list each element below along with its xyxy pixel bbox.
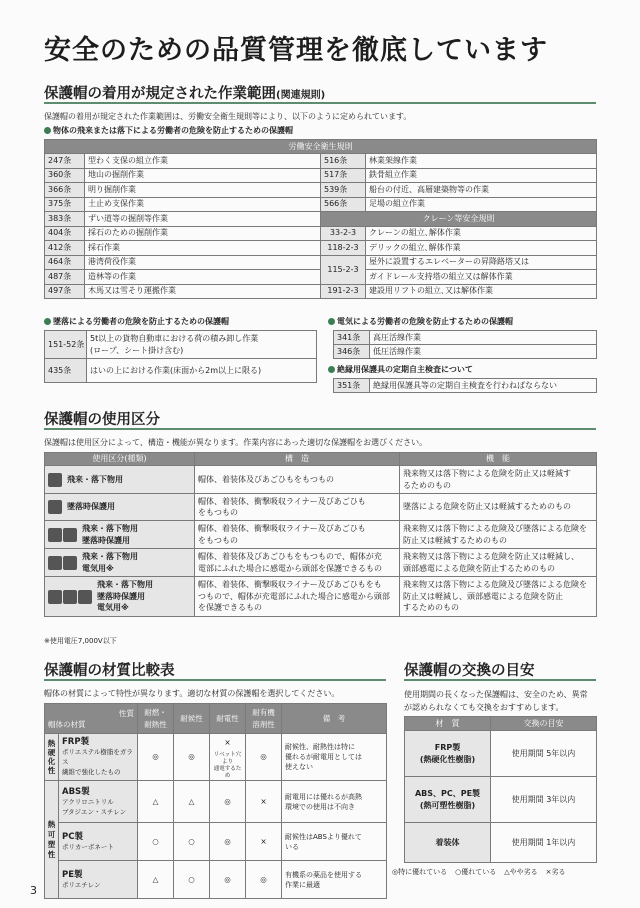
insp-table (333, 378, 597, 393)
work-name: 採石のための掘削作業 (85, 226, 321, 241)
scope-row (45, 241, 597, 256)
article-no: 566条 (321, 197, 366, 212)
replace-period: 使用期間 5年以内 (491, 731, 597, 777)
material-desc: ポリエステル樹脂をガラス 繊維で強化したもの (62, 748, 133, 776)
usage-function: 飛来物又は落下物による危険を防止又は軽減す るためのもの (400, 466, 597, 494)
material-note: 耐候性はABSより優れて いる (282, 823, 387, 861)
material-name: PC製 (62, 831, 83, 842)
rosei-header: 労働安全衛生規則 (45, 140, 597, 154)
page-title: 安全のための品質管理を徹底しています (44, 35, 548, 66)
work-name: 港湾荷役作業 (85, 255, 321, 270)
article-no: 346条 (334, 345, 370, 359)
helmet-icon-group (48, 473, 63, 487)
material-name: FRP製 (62, 737, 90, 747)
helmet-icon (48, 500, 62, 514)
section-rule (404, 679, 596, 681)
work-line: (ロープ、シート掛け含む) (90, 345, 184, 355)
rating-symbol: △ (188, 796, 195, 806)
rating-symbol: ○ (188, 874, 195, 884)
rating-mark (246, 734, 282, 781)
usage-header-type: 使用区分(種類) (45, 453, 195, 466)
article-row (334, 345, 597, 359)
usage-type-name: 墜落時保護用 (67, 502, 115, 512)
rating-mark (246, 781, 282, 823)
helmet-icon-group (48, 590, 93, 604)
scope-table (44, 139, 597, 299)
rating-mark (174, 861, 210, 899)
replace-material: 着装体 (405, 823, 491, 863)
work-name: 明り掘削作業 (85, 183, 321, 198)
usage-type-cell (45, 549, 195, 577)
article-no: 539条 (321, 183, 366, 198)
rating-mark (138, 861, 174, 899)
article-no: 497条 (45, 284, 85, 299)
material-intro: 帽体の材質によって特性が異なります。適切な材質の保護帽を選択してください。 (44, 689, 340, 698)
usage-type-cell (45, 521, 195, 549)
helmet-icon (63, 590, 77, 604)
replace-h-material: 材 質 (405, 717, 491, 731)
work-name: 絶縁用保護具等の定期自主検査を行わねばならない (370, 379, 597, 393)
work-name (87, 359, 317, 383)
legend-poor: ×劣る (545, 868, 566, 876)
scope-row (45, 212, 597, 227)
work-name: デリックの組立､解体作業 (366, 241, 597, 256)
work-name: 鉄骨組立作業 (366, 168, 597, 183)
material-name: ABS製 (62, 786, 90, 797)
material-desc: ポリカーボネート (62, 842, 114, 851)
legend-good: ○優れている (455, 868, 497, 876)
legend-fair: △やや劣る (504, 868, 538, 876)
article-no: 412条 (45, 241, 85, 256)
mat-h-heat: 耐燃・ 耐熱性 (138, 704, 174, 734)
material-name-cell (59, 861, 138, 899)
work-name: 建設用リフトの組立､又は解体作業 (366, 284, 597, 299)
work-name: ずい道等の掘削等作業 (85, 212, 321, 227)
scope-row (45, 284, 597, 299)
work-name: 型わく支保の組立作業 (85, 154, 321, 169)
replace-material: ABS、PC、PE製 (熱可塑性樹脂) (405, 777, 491, 823)
usage-row (45, 521, 597, 549)
work-name: 林業架線作業 (366, 154, 597, 169)
rating-symbol: △ (152, 796, 159, 806)
article-no: 404条 (45, 226, 85, 241)
rating-symbol: ◎ (224, 874, 231, 884)
material-note: 耐候性、耐熱性は特に 優れるが耐電用としては 使えない (282, 734, 387, 781)
rating-mark (246, 823, 282, 861)
article-no: 366条 (45, 183, 85, 198)
rating-symbol: ○ (152, 836, 159, 846)
article-no: 464条 (45, 255, 85, 270)
work-name: 船台の付近、高層建築物等の作業 (366, 183, 597, 198)
rating-mark (210, 781, 246, 823)
material-row (45, 861, 387, 899)
article-no: 487条 (45, 270, 85, 285)
usage-type-cell (45, 466, 195, 494)
material-desc: アクリロニトリル ブタジエン・スチレン (62, 797, 127, 816)
material-name-cell (59, 781, 138, 823)
helmet-icon (48, 528, 62, 542)
corner-mat: 帽体の材質 (48, 719, 86, 729)
article-no: 360条 (45, 168, 85, 183)
article-row (334, 331, 597, 345)
crane-header: クレーン等安全規則 (321, 212, 597, 227)
helmet-icon (48, 590, 62, 604)
usage-type-name: 飛来・落下物用 墜落時保護用 (82, 524, 138, 545)
section-title-replace: 保護帽の交換の目安 (404, 663, 535, 679)
helmet-icon-group (48, 528, 78, 542)
scope-row (45, 168, 597, 183)
replace-h-guide: 交換の目安 (491, 717, 597, 731)
material-note: 耐電用には優れるが高熱 環境での使用は不向き (282, 781, 387, 823)
article-no: 247条 (45, 154, 85, 169)
group-thermoplastic: 熱 可 塑 性 (45, 781, 59, 899)
usage-row (45, 549, 597, 577)
work-name: ガイドレール支持塔の組立又は解体作業 (366, 270, 597, 285)
rating-mark (174, 734, 210, 781)
helmet-icon (48, 473, 62, 487)
rating-symbol: ◎ (224, 836, 231, 846)
article-no: 115-2-3 (321, 255, 366, 284)
material-row (45, 781, 387, 823)
article-no: 516条 (321, 154, 366, 169)
usage-type-cell (45, 494, 195, 521)
article-no: 151-52条 (45, 331, 87, 359)
material-table (44, 703, 387, 899)
material-desc: ポリエチレン (62, 880, 101, 889)
rating-symbol: ◎ (260, 752, 267, 761)
scope-intro: 保護帽の着用が規定された作業範囲は、労働安全衛生規則等により、以下のように定められています。 (44, 112, 412, 121)
rating-symbol: ◎ (188, 752, 195, 761)
work-name: 土止め支保作業 (85, 197, 321, 212)
section-title-usage: 保護帽の使用区分 (44, 412, 160, 428)
work-name: 木馬又は雪そり運搬作業 (85, 284, 321, 299)
article-row (334, 379, 597, 393)
rating-mark (138, 823, 174, 861)
replace-row (405, 777, 597, 823)
material-name: PE製 (62, 869, 83, 880)
mat-h-electric: 耐電性 (210, 704, 246, 734)
elec-table (333, 330, 597, 359)
usage-row (45, 494, 597, 521)
rating-symbol: × (224, 738, 231, 747)
article-no: 383条 (45, 212, 85, 227)
work-name: クレーンの組立､解体作業 (366, 226, 597, 241)
helmet-icon (48, 556, 62, 570)
helmet-icon (63, 556, 77, 570)
section-title-material: 保護帽の材質比較表 (44, 663, 175, 679)
material-row (45, 823, 387, 861)
fall-row (45, 359, 317, 383)
usage-function: 墜落による危険を防止又は軽減するためのもの (400, 494, 597, 521)
rating-mark (210, 861, 246, 899)
work-line: 5t以上の貨物自動車における荷の積み卸し作業 (90, 333, 259, 343)
material-name-cell (59, 823, 138, 861)
work-name: 高圧活線作業 (370, 331, 597, 345)
page-number: 3 (30, 884, 37, 897)
material-corner (45, 704, 138, 734)
work-name: 低圧活線作業 (370, 345, 597, 359)
article-no: 33-2-3 (321, 226, 366, 241)
article-no: 517条 (321, 168, 366, 183)
rating-mark (138, 781, 174, 823)
scope-row (45, 226, 597, 241)
work-name: 屋外に設置するエレベーターの昇降路塔又は (366, 255, 597, 270)
article-no: 435条 (45, 359, 87, 383)
material-row (45, 734, 387, 781)
legend-excellent: ◎特に優れている (392, 868, 448, 876)
article-no: 118-2-3 (321, 241, 366, 256)
rating-mark (246, 861, 282, 899)
replace-period: 使用期間 1年以内 (491, 823, 597, 863)
scope-row (45, 197, 597, 212)
bullet-inspection: 絶縁用保護具の定期自主検査について (328, 364, 473, 375)
section-title-scope: 保護帽の着用が規定された作業範囲(関連規則) (44, 86, 326, 102)
rating-symbol: ◎ (152, 752, 159, 761)
work-name: 造林等の作業 (85, 270, 321, 285)
group-thermoset: 熱 硬 化 性 (45, 734, 59, 781)
scope-row (45, 183, 597, 198)
article-no: 341条 (334, 331, 370, 345)
usage-header-structure: 構 造 (195, 453, 400, 466)
usage-structure: 帽体、着装体、衝撃吸収ライナー及びあごひも をもつもの (195, 521, 400, 549)
replace-table (404, 716, 597, 863)
usage-structure: 帽体、着装体、衝撃吸収ライナー及びあごひも をもつもの (195, 494, 400, 521)
rating-symbol: × (260, 836, 267, 846)
usage-structure: 帽体、着装体及びあごひもをもつもので、帽体が充 電部にふれた場合に感電から頭部を保護できるもの (195, 549, 400, 577)
usage-type-name: 飛来・落下物用 墜落時保護用 電気用※ (97, 580, 153, 613)
scope-row (45, 154, 597, 169)
bullet-falling-objects: 物体の飛来または落下による労働者の危険を防止するための保護帽 (44, 125, 293, 136)
usage-type-name: 飛来・落下物用 (67, 474, 123, 484)
material-note: 有機系の薬品を使用する 作業に最適 (282, 861, 387, 899)
replace-period: 使用期間 3年以内 (491, 777, 597, 823)
rating-symbol: × (260, 796, 267, 806)
bullet-fall: 墜落による労働者の危険を防止するための保護帽 (44, 316, 229, 327)
scope-row (45, 255, 597, 270)
rating-symbol: ◎ (260, 874, 267, 884)
usage-structure: 帽体、着装体、衝撃吸収ライナー及びあごひもをも つもので、帽体が充電部にふれた場合に感電から頭部 を保護できるもの (195, 577, 400, 617)
usage-table (44, 452, 597, 617)
article-no: 375条 (45, 197, 85, 212)
usage-function: 飛来物又は落下物による危険を防止又は軽減し、 頭部感電による危険を防止するためのもの (400, 549, 597, 577)
bullet-electric: 電気による労働者の危険を防止するための保護帽 (328, 316, 513, 327)
section-rule (44, 679, 386, 681)
replace-row (405, 823, 597, 863)
fall-table (44, 330, 317, 383)
mat-h-solvent: 耐有機 溶剤性 (246, 704, 282, 734)
fall-row (45, 331, 317, 359)
usage-function: 飛来物又は落下物による危険及び墜落による危険を 防止又は軽減するためのもの (400, 521, 597, 549)
helmet-icon (63, 528, 77, 542)
usage-row (45, 466, 597, 494)
rating-symbol: ◎ (224, 796, 231, 806)
section-rule (44, 428, 596, 430)
rating-mark (138, 734, 174, 781)
helmet-icon-group (48, 556, 78, 570)
work-name (87, 331, 317, 359)
usage-intro: 保護帽は使用区分によって、構造・機能が異なります。作業内容にあった適切な保護帽をお選びください。 (44, 438, 428, 447)
usage-note: ※使用電圧7,000V以下 (44, 637, 117, 645)
replace-intro: 使用期間の長くなった保護帽は、安全のため、異常 が認められなくても交換をおすすめします。 (404, 690, 588, 712)
rating-mark (174, 781, 210, 823)
rating-symbol: ○ (188, 836, 195, 846)
usage-type-name: 飛来・落下物用 電気用※ (82, 552, 138, 573)
mat-h-note: 備 考 (282, 704, 387, 734)
section-rule (44, 102, 596, 104)
replace-material: FRP製 (熱硬化性樹脂) (405, 731, 491, 777)
usage-header-function: 機 能 (400, 453, 597, 466)
rating-mark (210, 734, 246, 781)
replace-row (405, 731, 597, 777)
corner-prop: 性質 (119, 708, 134, 718)
helmet-icon-group (48, 500, 63, 514)
work-name: 足場の組立作業 (366, 197, 597, 212)
article-no: 351条 (334, 379, 370, 393)
usage-row (45, 577, 597, 617)
usage-structure: 帽体、着装体及びあごひもをもつもの (195, 466, 400, 494)
rating-symbol: △ (152, 874, 159, 884)
material-name-cell (59, 734, 138, 781)
usage-function: 飛来物又は落下物による危険及び墜落による危険を 防止又は軽減し、頭部感電による危険を防止 するためのもの (400, 577, 597, 617)
article-no: 191-2-3 (321, 284, 366, 299)
helmet-icon (78, 590, 92, 604)
work-name: 地山の掘削作業 (85, 168, 321, 183)
work-line: はいの上における作業(床面から2m以上に限る) (90, 365, 262, 375)
material-legend (392, 867, 565, 877)
rating-note: リベット穴より 通電するため (213, 752, 242, 779)
usage-type-cell (45, 577, 195, 617)
rating-mark (210, 823, 246, 861)
work-name: 採石作業 (85, 241, 321, 256)
rating-mark (174, 823, 210, 861)
mat-h-weather: 耐候性 (174, 704, 210, 734)
